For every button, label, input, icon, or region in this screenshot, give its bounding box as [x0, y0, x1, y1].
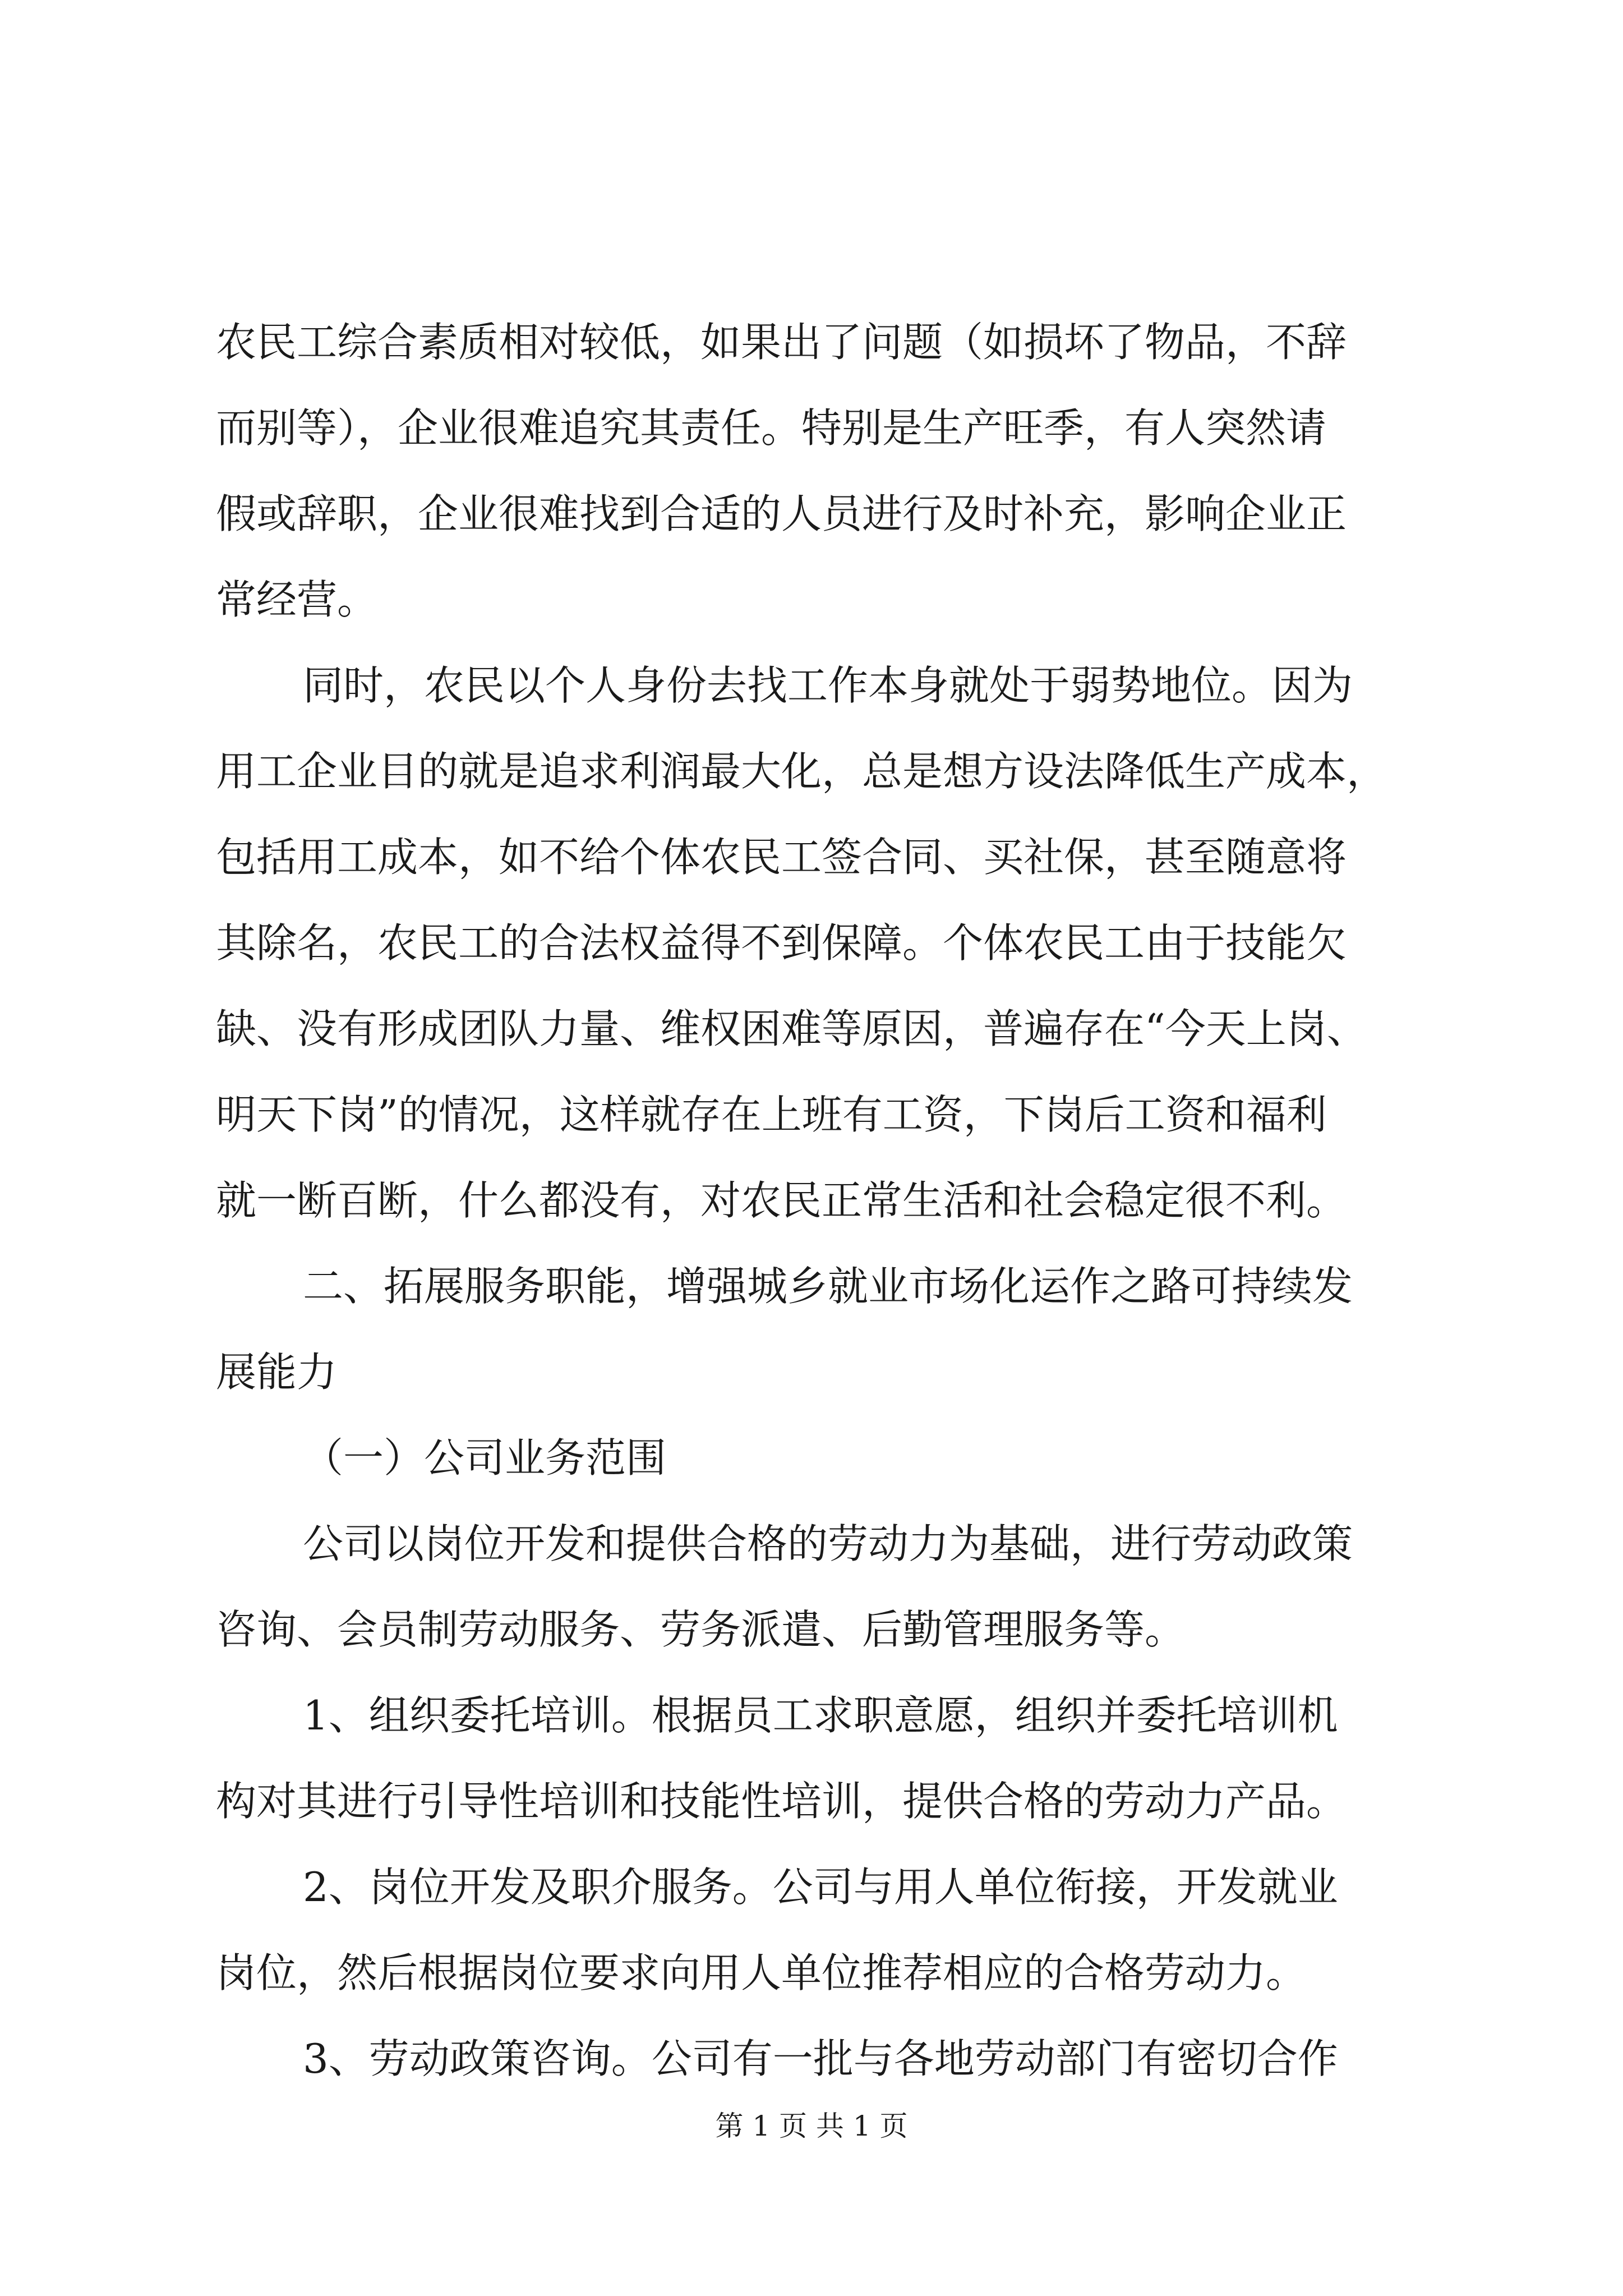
section-heading: 二、拓展服务职能，增强城乡就业市场化运作之路可持续发: [303, 1263, 1353, 1310]
text-line: 假或辞职，企业很难找到合适的人员进行及时补充，影响企业正: [216, 490, 1347, 537]
text-line: 明天下岗”的情况，这样就存在上班有工资，下岗后工资和福利: [216, 1091, 1327, 1138]
text-line: 其除名，农民工的合法权益得不到保障。个体农民工由于技能欠: [216, 919, 1347, 967]
text-line: 包括用工成本，如不给个体农民工签合同、买社保，甚至随意将: [216, 834, 1347, 881]
page-footer: 第 1 页 共 1 页: [715, 2110, 908, 2142]
text-line: 就一断百断，什么都没有，对农民正常生活和社会稳定很不利。: [216, 1177, 1347, 1224]
text-line: 咨询、会员制劳动服务、劳务派遣、后勤管理服务等。: [216, 1606, 1186, 1653]
text-line: 构对其进行引导性培训和技能性培训，提供合格的劳动力产品。: [216, 1778, 1347, 1825]
text-line: 农民工综合素质相对较低，如果出了问题（如损坏了物品，不辞: [216, 319, 1347, 366]
text-line: 同时，农民以个人身份去找工作本身就处于弱势地位。因为: [303, 662, 1353, 709]
text-line: 而别等），企业很难追究其责任。特别是生产旺季，有人突然请: [216, 404, 1327, 452]
section-heading: 展能力: [216, 1349, 338, 1396]
text-line: 3、劳动政策咨询。公司有一批与各地劳动部门有密切合作: [303, 2035, 1338, 2082]
text-line: 缺、没有形成团队力量、维权困难等原因，普遍存在“今天上岗、: [216, 1005, 1367, 1052]
text-line: 用工企业目的就是追求利润最大化，总是想方设法降低生产成本，: [216, 748, 1387, 795]
text-line: 岗位，然后根据岗位要求向用人单位推荐相应的合格劳动力。: [216, 1949, 1307, 1996]
text-line: 公司以岗位开发和提供合格的劳动力为基础，进行劳动政策: [303, 1520, 1353, 1567]
text-line: 2、岗位开发及职介服务。公司与用人单位衔接，开发就业: [303, 1864, 1338, 1911]
text-line: 1、组织委托培训。根据员工求职意愿，组织并委托培训机: [303, 1692, 1338, 1739]
text-line: 常经营。: [216, 576, 378, 623]
subsection-heading: （一）公司业务范围: [303, 1434, 667, 1481]
